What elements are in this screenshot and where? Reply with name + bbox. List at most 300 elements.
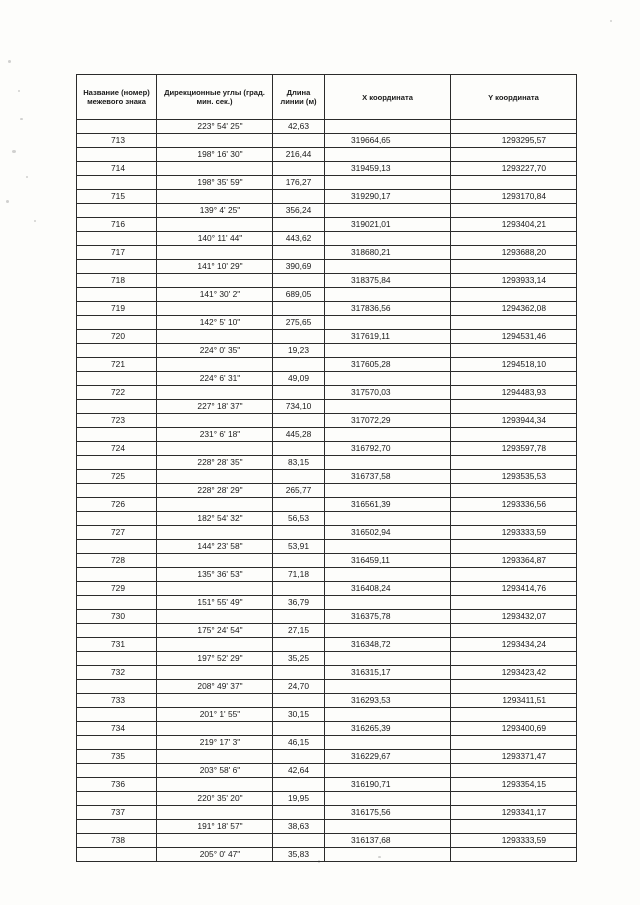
y-coordinate-cell (451, 484, 577, 498)
x-coordinate-cell: 319290,17 (325, 190, 451, 204)
angle-cell (157, 722, 273, 736)
table-row (77, 176, 577, 190)
point-name-cell (77, 512, 157, 526)
y-coordinate-cell: 1293597,78 (451, 442, 577, 456)
point-name-cell: 727 (77, 526, 157, 540)
point-name-cell: 732 (77, 666, 157, 680)
y-coordinate-cell: 1293688,20 (451, 246, 577, 260)
point-name-cell (77, 484, 157, 498)
point-name-cell (77, 792, 157, 806)
x-coordinate-cell: 318375,84 (325, 274, 451, 288)
length-cell: 35,25 (273, 652, 325, 666)
table-row (77, 638, 577, 652)
x-coordinate-cell (325, 428, 451, 442)
length-cell (273, 274, 325, 288)
length-cell (273, 218, 325, 232)
length-cell (273, 778, 325, 792)
table-row (77, 358, 577, 372)
point-name-cell: 715 (77, 190, 157, 204)
angle-cell (157, 442, 273, 456)
point-name-cell: 734 (77, 722, 157, 736)
length-cell (273, 694, 325, 708)
x-coordinate-cell: 317605,28 (325, 358, 451, 372)
length-cell: 42,64 (273, 764, 325, 778)
angle-cell (157, 582, 273, 596)
table-row (77, 484, 577, 498)
point-name-cell: 719 (77, 302, 157, 316)
x-coordinate-cell: 316315,17 (325, 666, 451, 680)
length-cell: 30,15 (273, 708, 325, 722)
table-row (77, 680, 577, 694)
length-cell: 176,27 (273, 176, 325, 190)
point-name-cell: 737 (77, 806, 157, 820)
length-cell: 42,63 (273, 120, 325, 134)
point-name-cell (77, 288, 157, 302)
x-coordinate-cell (325, 120, 451, 134)
table-row (77, 120, 577, 134)
x-coordinate-cell (325, 680, 451, 694)
table-row (77, 694, 577, 708)
y-coordinate-cell (451, 400, 577, 414)
table-row (77, 568, 577, 582)
table-row (77, 820, 577, 834)
angle-cell: 142° 5' 10" (157, 316, 273, 330)
length-cell (273, 302, 325, 316)
point-name-cell: 718 (77, 274, 157, 288)
angle-cell (157, 806, 273, 820)
angle-cell (157, 778, 273, 792)
table-row (77, 470, 577, 484)
angle-cell: 203° 58' 6" (157, 764, 273, 778)
table-row (77, 554, 577, 568)
point-name-cell (77, 428, 157, 442)
y-coordinate-cell: 1293411,51 (451, 694, 577, 708)
x-coordinate-cell (325, 792, 451, 806)
table-row (77, 456, 577, 470)
angle-cell: 223° 54' 25" (157, 120, 273, 134)
point-name-cell (77, 400, 157, 414)
table-row (77, 848, 577, 862)
x-coordinate-cell (325, 624, 451, 638)
table-row (77, 624, 577, 638)
y-coordinate-cell (451, 120, 577, 134)
table-row (77, 526, 577, 540)
point-name-cell: 721 (77, 358, 157, 372)
y-coordinate-cell (451, 568, 577, 582)
y-coordinate-cell: 1293341,17 (451, 806, 577, 820)
x-coordinate-cell: 316792,70 (325, 442, 451, 456)
angle-cell (157, 246, 273, 260)
point-name-cell (77, 680, 157, 694)
y-coordinate-cell (451, 736, 577, 750)
x-coordinate-cell: 317619,11 (325, 330, 451, 344)
y-coordinate-cell (451, 260, 577, 274)
y-coordinate-cell: 1293414,76 (451, 582, 577, 596)
angle-cell (157, 610, 273, 624)
angle-cell (157, 134, 273, 148)
length-cell (273, 498, 325, 512)
length-cell (273, 806, 325, 820)
header-y-coordinate: Y координата (451, 75, 577, 120)
point-name-cell (77, 344, 157, 358)
length-cell (273, 582, 325, 596)
point-name-cell: 733 (77, 694, 157, 708)
point-name-cell (77, 708, 157, 722)
table-row (77, 582, 577, 596)
table-body (77, 120, 577, 862)
length-cell (273, 442, 325, 456)
table-row (77, 400, 577, 414)
angle-cell: 182° 54' 32" (157, 512, 273, 526)
y-coordinate-cell: 1294518,10 (451, 358, 577, 372)
y-coordinate-cell (451, 820, 577, 834)
angle-cell (157, 638, 273, 652)
table-row (77, 540, 577, 554)
x-coordinate-cell (325, 540, 451, 554)
length-cell (273, 386, 325, 400)
table-row (77, 722, 577, 736)
angle-cell (157, 834, 273, 848)
y-coordinate-cell: 1293944,34 (451, 414, 577, 428)
point-name-cell (77, 456, 157, 470)
length-cell (273, 834, 325, 848)
angle-cell: 140° 11' 44" (157, 232, 273, 246)
table-row (77, 246, 577, 260)
x-coordinate-cell: 316190,71 (325, 778, 451, 792)
table-row (77, 302, 577, 316)
point-name-cell (77, 568, 157, 582)
x-coordinate-cell (325, 372, 451, 386)
point-name-cell (77, 260, 157, 274)
table-row (77, 666, 577, 680)
y-coordinate-cell: 1293933,14 (451, 274, 577, 288)
length-cell: 49,09 (273, 372, 325, 386)
x-coordinate-cell (325, 316, 451, 330)
table-row (77, 442, 577, 456)
x-coordinate-cell (325, 456, 451, 470)
angle-cell (157, 190, 273, 204)
angle-cell: 141° 30' 2" (157, 288, 273, 302)
length-cell: 71,18 (273, 568, 325, 582)
angle-cell (157, 162, 273, 176)
x-coordinate-cell: 319664,65 (325, 134, 451, 148)
y-coordinate-cell: 1293423,42 (451, 666, 577, 680)
table-row (77, 162, 577, 176)
x-coordinate-cell (325, 148, 451, 162)
point-name-cell (77, 372, 157, 386)
length-cell: 35,83 (273, 848, 325, 862)
x-coordinate-cell: 316137,68 (325, 834, 451, 848)
point-name-cell (77, 540, 157, 554)
x-coordinate-cell: 316561,39 (325, 498, 451, 512)
point-name-cell: 723 (77, 414, 157, 428)
angle-cell (157, 274, 273, 288)
x-coordinate-cell (325, 652, 451, 666)
table-row (77, 512, 577, 526)
point-name-cell (77, 148, 157, 162)
length-cell (273, 246, 325, 260)
angle-cell: 208° 49' 37" (157, 680, 273, 694)
angle-cell: 224° 0' 35" (157, 344, 273, 358)
angle-cell: 231° 6' 18" (157, 428, 273, 442)
x-coordinate-cell: 316229,67 (325, 750, 451, 764)
table-row (77, 386, 577, 400)
y-coordinate-cell: 1293295,57 (451, 134, 577, 148)
table-row (77, 750, 577, 764)
x-coordinate-cell (325, 848, 451, 862)
y-coordinate-cell (451, 456, 577, 470)
y-coordinate-cell (451, 148, 577, 162)
point-name-cell (77, 204, 157, 218)
angle-cell: 144° 23' 58" (157, 540, 273, 554)
angle-cell (157, 526, 273, 540)
header-x-coordinate: X координата (325, 75, 451, 120)
table-row (77, 764, 577, 778)
point-name-cell: 724 (77, 442, 157, 456)
table-row (77, 288, 577, 302)
length-cell (273, 358, 325, 372)
point-name-cell (77, 736, 157, 750)
y-coordinate-cell (451, 596, 577, 610)
table-row (77, 806, 577, 820)
angle-cell (157, 694, 273, 708)
y-coordinate-cell: 1293170,84 (451, 190, 577, 204)
angle-cell (157, 358, 273, 372)
angle-cell: 139° 4' 25" (157, 204, 273, 218)
point-name-cell (77, 120, 157, 134)
x-coordinate-cell: 316265,39 (325, 722, 451, 736)
table-header-row (77, 75, 577, 120)
table-row (77, 190, 577, 204)
table-row (77, 232, 577, 246)
table-row (77, 428, 577, 442)
angle-cell (157, 554, 273, 568)
y-coordinate-cell (451, 792, 577, 806)
length-cell (273, 722, 325, 736)
table-row (77, 316, 577, 330)
table-row (77, 652, 577, 666)
y-coordinate-cell: 1293371,47 (451, 750, 577, 764)
length-cell: 24,70 (273, 680, 325, 694)
length-cell: 46,15 (273, 736, 325, 750)
x-coordinate-cell (325, 344, 451, 358)
length-cell: 356,24 (273, 204, 325, 218)
point-name-cell: 738 (77, 834, 157, 848)
table-row (77, 204, 577, 218)
point-name-cell (77, 848, 157, 862)
point-name-cell: 717 (77, 246, 157, 260)
x-coordinate-cell: 316408,24 (325, 582, 451, 596)
angle-cell: 220° 35' 20" (157, 792, 273, 806)
y-coordinate-cell (451, 428, 577, 442)
y-coordinate-cell: 1293227,70 (451, 162, 577, 176)
y-coordinate-cell (451, 232, 577, 246)
point-name-cell: 730 (77, 610, 157, 624)
point-name-cell: 726 (77, 498, 157, 512)
x-coordinate-cell: 317072,29 (325, 414, 451, 428)
y-coordinate-cell (451, 540, 577, 554)
point-name-cell (77, 232, 157, 246)
x-coordinate-cell: 316375,78 (325, 610, 451, 624)
header-direction-angles: Дирекционные углы (град. мин. сек.) (157, 75, 273, 120)
table-row (77, 414, 577, 428)
point-name-cell: 722 (77, 386, 157, 400)
x-coordinate-cell: 316502,94 (325, 526, 451, 540)
length-cell: 53,91 (273, 540, 325, 554)
x-coordinate-cell: 316348,72 (325, 638, 451, 652)
y-coordinate-cell (451, 624, 577, 638)
y-coordinate-cell (451, 652, 577, 666)
length-cell (273, 162, 325, 176)
angle-cell: 141° 10' 29" (157, 260, 273, 274)
x-coordinate-cell: 317570,03 (325, 386, 451, 400)
length-cell: 443,62 (273, 232, 325, 246)
table-row (77, 610, 577, 624)
point-name-cell: 731 (77, 638, 157, 652)
table-row (77, 330, 577, 344)
table-row (77, 274, 577, 288)
x-coordinate-cell: 319459,13 (325, 162, 451, 176)
point-name-cell (77, 820, 157, 834)
y-coordinate-cell (451, 204, 577, 218)
point-name-cell: 713 (77, 134, 157, 148)
table-row (77, 372, 577, 386)
length-cell (273, 638, 325, 652)
table-row (77, 736, 577, 750)
angle-cell (157, 498, 273, 512)
x-coordinate-cell (325, 232, 451, 246)
length-cell: 27,15 (273, 624, 325, 638)
length-cell (273, 414, 325, 428)
point-name-cell (77, 764, 157, 778)
y-coordinate-cell (451, 176, 577, 190)
x-coordinate-cell (325, 400, 451, 414)
y-coordinate-cell: 1293404,21 (451, 218, 577, 232)
y-coordinate-cell: 1293336,56 (451, 498, 577, 512)
length-cell (273, 330, 325, 344)
length-cell: 38,63 (273, 820, 325, 834)
x-coordinate-cell (325, 764, 451, 778)
point-name-cell (77, 176, 157, 190)
length-cell: 83,15 (273, 456, 325, 470)
x-coordinate-cell (325, 568, 451, 582)
x-coordinate-cell (325, 484, 451, 498)
x-coordinate-cell (325, 260, 451, 274)
y-coordinate-cell: 1293434,24 (451, 638, 577, 652)
x-coordinate-cell: 317836,56 (325, 302, 451, 316)
length-cell: 216,44 (273, 148, 325, 162)
length-cell: 390,69 (273, 260, 325, 274)
angle-cell: 219° 17' 3" (157, 736, 273, 750)
angle-cell: 175° 24' 54" (157, 624, 273, 638)
table-row (77, 148, 577, 162)
table-row (77, 344, 577, 358)
angle-cell (157, 218, 273, 232)
x-coordinate-cell: 316737,58 (325, 470, 451, 484)
point-name-cell (77, 316, 157, 330)
point-name-cell: 720 (77, 330, 157, 344)
y-coordinate-cell: 1293400,69 (451, 722, 577, 736)
y-coordinate-cell: 1293333,59 (451, 834, 577, 848)
point-name-cell (77, 652, 157, 666)
y-coordinate-cell: 1293333,59 (451, 526, 577, 540)
x-coordinate-cell (325, 288, 451, 302)
table-row (77, 134, 577, 148)
point-name-cell: 725 (77, 470, 157, 484)
angle-cell (157, 386, 273, 400)
angle-cell: 228° 28' 35" (157, 456, 273, 470)
x-coordinate-cell (325, 204, 451, 218)
x-coordinate-cell (325, 512, 451, 526)
table-row (77, 260, 577, 274)
x-coordinate-cell (325, 596, 451, 610)
length-cell: 734,10 (273, 400, 325, 414)
length-cell: 445,28 (273, 428, 325, 442)
angle-cell (157, 470, 273, 484)
length-cell (273, 610, 325, 624)
angle-cell (157, 750, 273, 764)
x-coordinate-cell (325, 708, 451, 722)
angle-cell: 224° 6' 31" (157, 372, 273, 386)
length-cell (273, 470, 325, 484)
point-name-cell: 728 (77, 554, 157, 568)
table-row (77, 792, 577, 806)
point-name-cell (77, 624, 157, 638)
point-name-cell: 729 (77, 582, 157, 596)
x-coordinate-cell: 316293,53 (325, 694, 451, 708)
y-coordinate-cell: 1294362,08 (451, 302, 577, 316)
header-line-length: Длина линии (м) (273, 75, 325, 120)
y-coordinate-cell: 1294531,46 (451, 330, 577, 344)
y-coordinate-cell: 1293354,15 (451, 778, 577, 792)
y-coordinate-cell (451, 512, 577, 526)
y-coordinate-cell: 1293364,87 (451, 554, 577, 568)
length-cell: 56,53 (273, 512, 325, 526)
angle-cell: 205° 0' 47" (157, 848, 273, 862)
angle-cell (157, 330, 273, 344)
y-coordinate-cell (451, 680, 577, 694)
angle-cell: 228° 28' 29" (157, 484, 273, 498)
table-row (77, 708, 577, 722)
angle-cell: 135° 36' 53" (157, 568, 273, 582)
angle-cell: 198° 35' 59" (157, 176, 273, 190)
angle-cell (157, 666, 273, 680)
y-coordinate-cell (451, 708, 577, 722)
y-coordinate-cell (451, 316, 577, 330)
x-coordinate-cell: 319021,01 (325, 218, 451, 232)
table-row (77, 778, 577, 792)
x-coordinate-cell: 316175,56 (325, 806, 451, 820)
angle-cell: 151° 55' 49" (157, 596, 273, 610)
length-cell (273, 134, 325, 148)
y-coordinate-cell: 1293535,53 (451, 470, 577, 484)
x-coordinate-cell (325, 820, 451, 834)
length-cell (273, 666, 325, 680)
x-coordinate-cell: 318680,21 (325, 246, 451, 260)
angle-cell: 201° 1' 55" (157, 708, 273, 722)
length-cell: 19,23 (273, 344, 325, 358)
x-coordinate-cell (325, 736, 451, 750)
length-cell: 689,05 (273, 288, 325, 302)
y-coordinate-cell (451, 372, 577, 386)
length-cell (273, 750, 325, 764)
angle-cell: 197° 52' 29" (157, 652, 273, 666)
angle-cell (157, 414, 273, 428)
y-coordinate-cell (451, 848, 577, 862)
length-cell: 265,77 (273, 484, 325, 498)
angle-cell: 227° 18' 37" (157, 400, 273, 414)
x-coordinate-cell: 316459,11 (325, 554, 451, 568)
